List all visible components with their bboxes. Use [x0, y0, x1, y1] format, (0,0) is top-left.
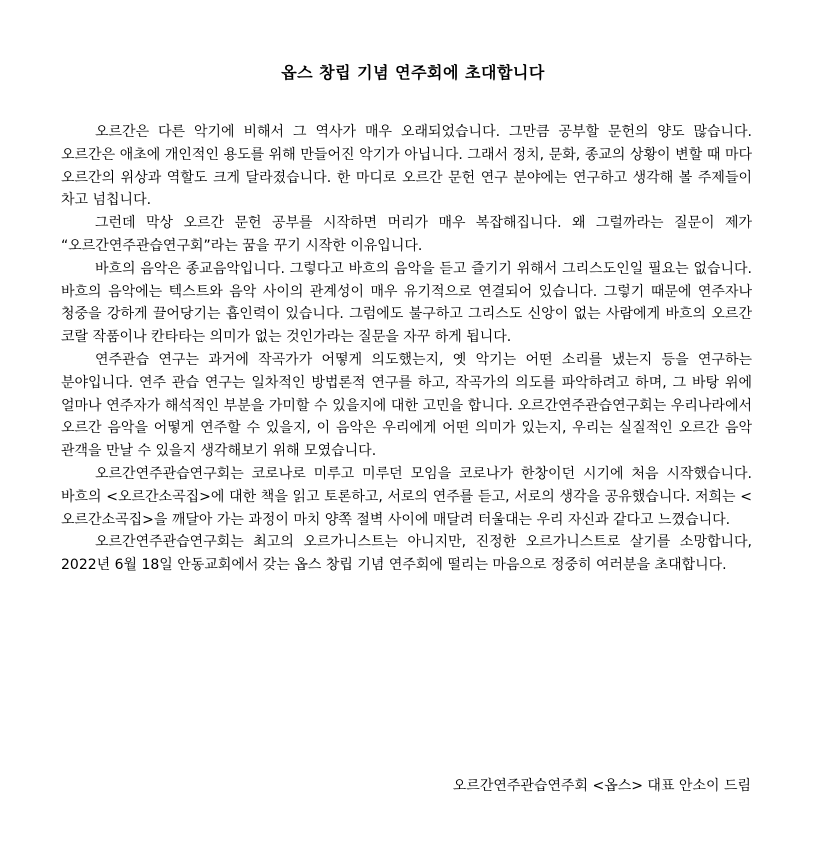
- document-body: [61, 121, 752, 577]
- paragraph-1: 오르간은 다른 악기에 비해서 그 역사가 매우 오래되었습니다. 그만큼 공부할 문헌의 양도 많습니다. 오르간은 애초에 개인적인 용도를 위해 만들어진 악기가 아닙니다. 그래서 정치, 문화, 종교의 상황이 변할 때 마다 오르간의 위상과 역할도 크게 달라졌습니다. 한 마디로 오르간 문헌 연구 분야에는 연구하고 생각해 볼 주제들이 차고 넘칩니다.: [61, 124, 752, 209]
- paragraph-6: 오르간연주관습연구회는 최고의 오르가니스트는 아니지만, 진정한 오르가니스트로 살기를 소망합니다, 2022년 6월 18일 안동교회에서 갖는 옵스 창립 기념 연주회에 떨리는 마음으로 정중히 여러분을 초대합니다.: [61, 534, 752, 574]
- signature-line: 오르간연주관습연주회 <옵스> 대표 안소이 드림: [452, 778, 751, 794]
- paragraph-4: 연주관습 연구는 과거에 작곡가가 어떻게 의도했는지, 옛 악기는 어떤 소리를 냈는지 등을 연구하는 분야입니다. 연주 관습 연구는 일차적인 방법론적 연구를 하고, 작곡가의 의도를 파악하려고 하며, 그 바탕 위에 얼마나 연주자가 해석적인 부분을 가미할 수 있을지에 대한 고민을 합니다. 오르간연주관습연구회는 우리나라에서 오르간 음악을 어떻게 연주할 수 있을지, 이 음악은 우리에게 어떤 의미가 있는지, 우리는 실질적인 오르간 음악 관객을 만날 수 있을지 생각해보기 위해 모였습니다.: [61, 351, 752, 460]
- paragraph-3: 바흐의 음악은 종교음악입니다. 그렇다고 바흐의 음악을 듣고 즐기기 위해서 그리스도인일 필요는 없습니다. 바흐의 음악에는 텍스트와 음악 사이의 관계성이 매우 유기적으로 연결되어 있습니다. 그렇기 때문에 연주자나 청중을 강하게 끌어당기는 흡인력이 있습니다. 그럼에도 불구하고 그리스도 신앙이 없는 사람에게 바흐의 오르간 코랄 작품이나 칸타타는 의미가 없는 것인가라는 질문을 자꾸 하게 됩니다.: [61, 260, 752, 346]
- paragraph-5: 오르간연주관습연구회는 코로나로 미루고 미루던 모임을 코로나가 한창이던 시기에 처음 시작했습니다. 바흐의 <오르간소곡집>에 대한 책을 읽고 토론하고, 서로의 연주를 듣고, 서로의 생각을 공유했습니다. 저희는 <오르간소곡집>을 깨달아 가는 과정이 마치 양쪽 절벽 사이에 매달려 터울대는 우리 자신과 같다고 느꼈습니다.: [61, 465, 752, 528]
- document-title: 옵스 창립 기념 연주회에 초대합니다: [281, 63, 545, 82]
- paragraph-2: 그런데 막상 오르간 문헌 공부를 시작하면 머리가 매우 복잡해집니다. 왜 그럴까라는 질문이 제가 “오르간연주관습연구회”라는 꿈을 꾸기 시작한 이유입니다.: [61, 215, 752, 254]
